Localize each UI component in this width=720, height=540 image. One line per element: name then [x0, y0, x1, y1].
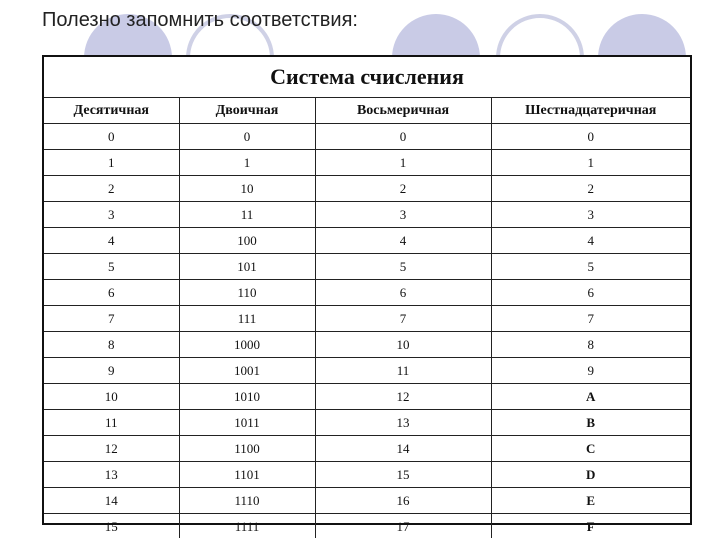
cell-hex: 8 [491, 332, 690, 358]
cell-decimal: 10 [44, 384, 179, 410]
table-row [44, 436, 690, 462]
cell-binary: 10 [179, 176, 315, 202]
cell-decimal: 12 [44, 436, 179, 462]
cell-hex: D [491, 462, 690, 488]
cell-binary: 101 [179, 254, 315, 280]
cell-decimal: 7 [44, 306, 179, 332]
cell-hex: 6 [491, 280, 690, 306]
cell-binary: 110 [179, 280, 315, 306]
table-row [44, 488, 690, 514]
cell-hex: 0 [491, 124, 690, 150]
cell-decimal: 3 [44, 202, 179, 228]
cell-binary: 1111 [179, 514, 315, 539]
table-row [44, 150, 690, 176]
cell-decimal: 14 [44, 488, 179, 514]
cell-octal: 13 [315, 410, 491, 436]
cell-hex: 1 [491, 150, 690, 176]
cell-binary: 1001 [179, 358, 315, 384]
header-octal: Восьмеричная [315, 98, 491, 124]
cell-octal: 14 [315, 436, 491, 462]
cell-binary: 111 [179, 306, 315, 332]
cell-hex: B [491, 410, 690, 436]
cell-octal: 0 [315, 124, 491, 150]
table-row [44, 228, 690, 254]
header-hex: Шестнадцатеричная [491, 98, 690, 124]
cell-octal: 10 [315, 332, 491, 358]
cell-binary: 1101 [179, 462, 315, 488]
cell-octal: 15 [315, 462, 491, 488]
slide-title: Полезно запомнить соответствия: [42, 9, 358, 31]
cell-octal: 5 [315, 254, 491, 280]
table-row [44, 410, 690, 436]
cell-octal: 4 [315, 228, 491, 254]
cell-hex: E [491, 488, 690, 514]
table-row [44, 462, 690, 488]
header-decimal: Десятичная [44, 98, 179, 124]
cell-decimal: 9 [44, 358, 179, 384]
header-binary: Двоичная [179, 98, 315, 124]
cell-decimal: 15 [44, 514, 179, 539]
table-row [44, 332, 690, 358]
conversion-table [44, 97, 690, 538]
cell-binary: 1000 [179, 332, 315, 358]
table-frame [42, 55, 692, 534]
cell-octal: 7 [315, 306, 491, 332]
cell-hex: A [491, 384, 690, 410]
cell-octal: 16 [315, 488, 491, 514]
table-row [44, 358, 690, 384]
cell-hex: 5 [491, 254, 690, 280]
cell-octal: 2 [315, 176, 491, 202]
table-row [44, 514, 690, 539]
table-row [44, 176, 690, 202]
cell-decimal: 6 [44, 280, 179, 306]
cell-octal: 3 [315, 202, 491, 228]
cell-binary: 1 [179, 150, 315, 176]
table-body [44, 124, 690, 539]
table-row [44, 384, 690, 410]
cell-hex: 9 [491, 358, 690, 384]
cell-decimal: 0 [44, 124, 179, 150]
cell-binary: 11 [179, 202, 315, 228]
cell-decimal: 8 [44, 332, 179, 358]
cell-hex: 2 [491, 176, 690, 202]
cell-decimal: 4 [44, 228, 179, 254]
cell-binary: 100 [179, 228, 315, 254]
cell-binary: 1010 [179, 384, 315, 410]
cell-hex: 7 [491, 306, 690, 332]
table-caption: Система счисления [270, 64, 464, 89]
cell-octal: 17 [315, 514, 491, 539]
cell-octal: 11 [315, 358, 491, 384]
header-row [44, 98, 690, 124]
cell-hex: 3 [491, 202, 690, 228]
cell-octal: 6 [315, 280, 491, 306]
cell-octal: 1 [315, 150, 491, 176]
table-row [44, 306, 690, 332]
cell-binary: 1110 [179, 488, 315, 514]
cell-decimal: 2 [44, 176, 179, 202]
table-row [44, 124, 690, 150]
cell-binary: 1100 [179, 436, 315, 462]
cell-hex: 4 [491, 228, 690, 254]
cell-octal: 12 [315, 384, 491, 410]
cell-decimal: 13 [44, 462, 179, 488]
cell-decimal: 5 [44, 254, 179, 280]
cell-decimal: 11 [44, 410, 179, 436]
cell-binary: 0 [179, 124, 315, 150]
cell-decimal: 1 [44, 150, 179, 176]
cell-hex: C [491, 436, 690, 462]
table-row [44, 280, 690, 306]
cell-hex: F [491, 514, 690, 539]
table-row [44, 254, 690, 280]
cell-binary: 1011 [179, 410, 315, 436]
table-row [44, 202, 690, 228]
